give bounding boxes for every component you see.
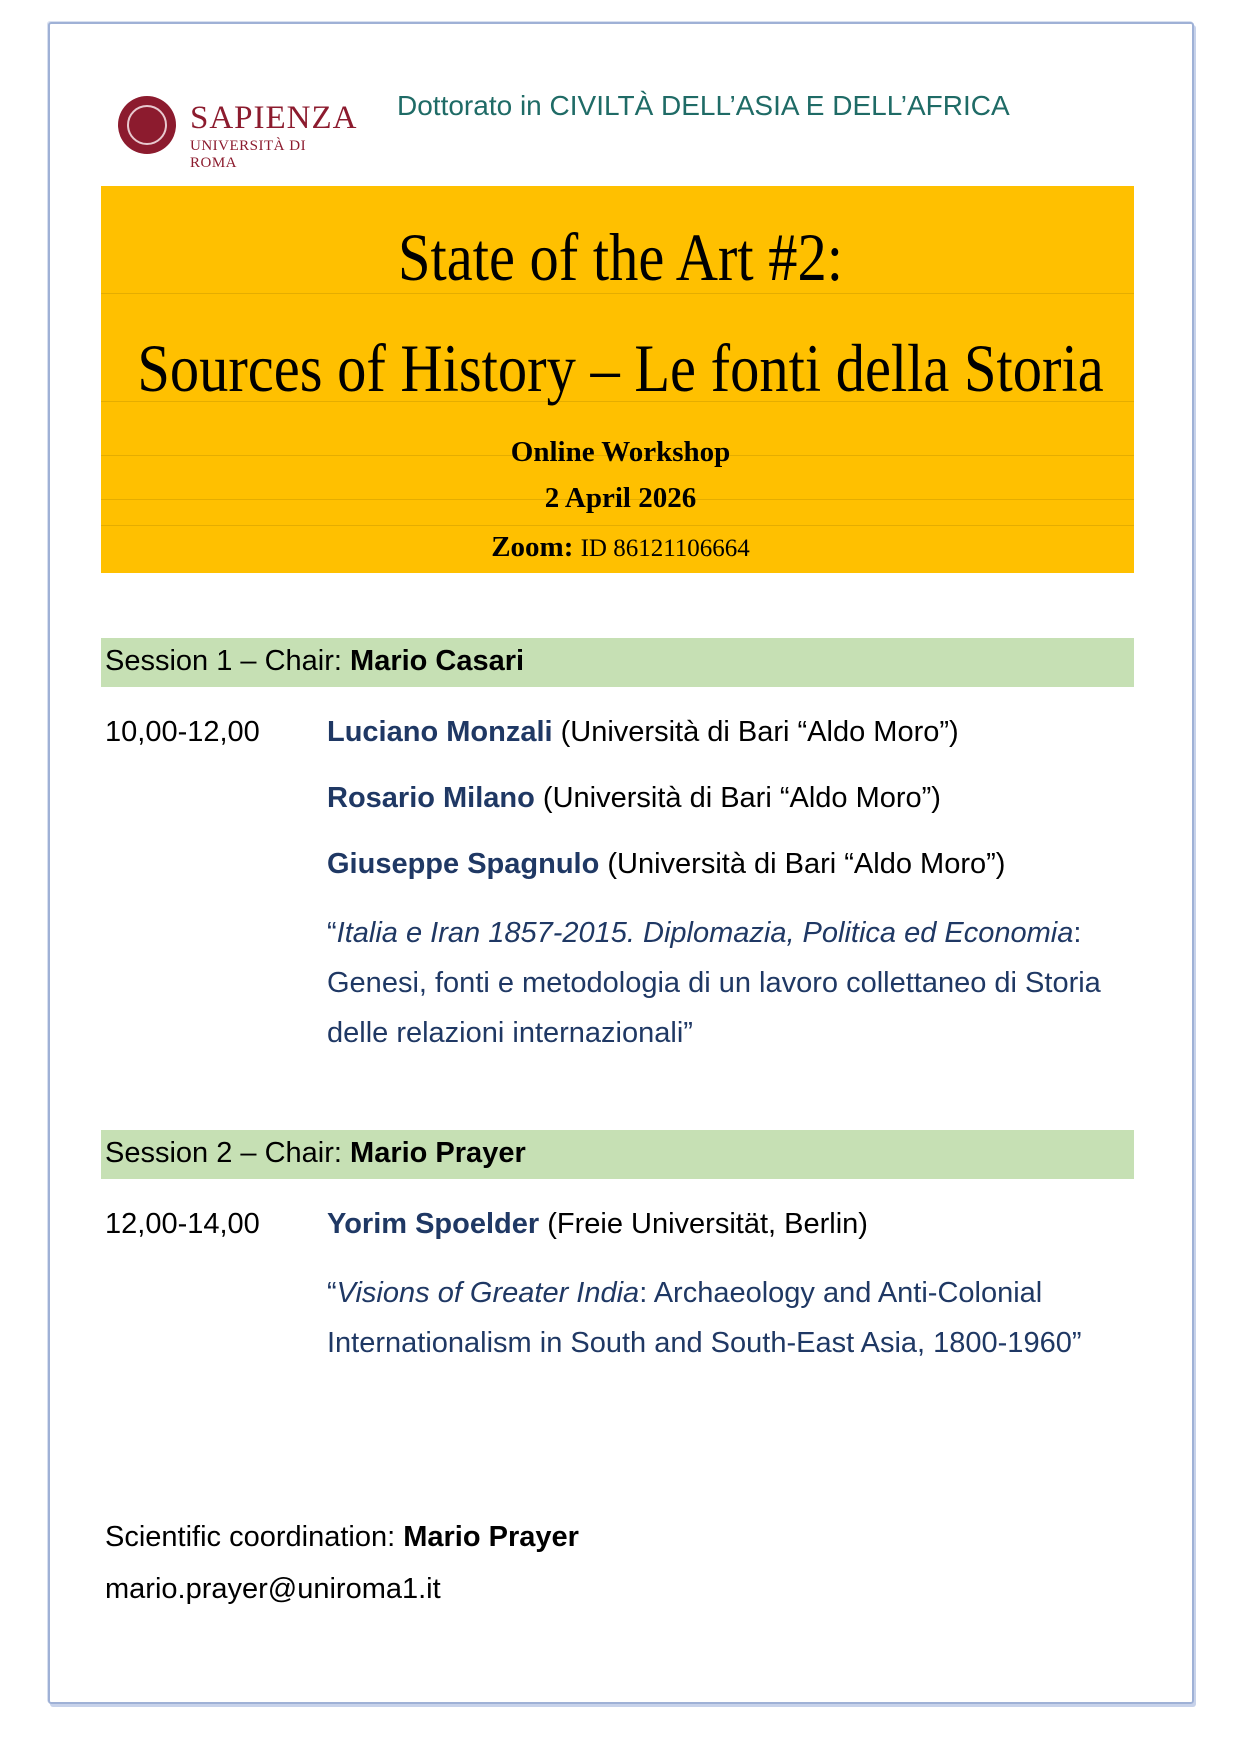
zoom-info (0, 531, 1241, 564)
university-seal-icon (118, 96, 176, 154)
session-label: Session 1 – Chair: (105, 645, 342, 677)
speaker (327, 782, 941, 815)
session-chair: Mario Prayer (350, 1137, 526, 1169)
title-line-1: State of the Art #2: (397, 219, 844, 295)
workshop-date: 2 April 2026 (544, 482, 697, 514)
workshop-type: Online Workshop (510, 436, 731, 468)
speaker (327, 848, 1005, 881)
talk-title-italic: Italia e Iran 1857-2015. Diplomazia, Politica ed Economia (336, 917, 1074, 949)
department-title: Dottorato in CIVILTÀ DELL’ASIA E DELL’AFRICA (397, 90, 1010, 121)
talk-title-italic: Visions of Greater India (336, 1277, 640, 1309)
speaker-affiliation: (Università di Bari “Aldo Moro”) (607, 848, 1006, 880)
session-1-time: 10,00-12,00 (105, 716, 260, 748)
speaker-affiliation: (Università di Bari “Aldo Moro”) (542, 782, 941, 814)
speaker-name: Rosario Milano (327, 782, 535, 814)
logo-subtitle: UNIVERSITÀ DI ROMA (190, 138, 307, 171)
coord-name: Mario Prayer (403, 1521, 579, 1553)
session-2-time: 12,00-14,00 (105, 1208, 260, 1240)
speaker-name: Giuseppe Spagnulo (327, 848, 600, 880)
title-line-2: Sources of History – Le fonti della Storia (137, 330, 1104, 406)
coord-label: Scientific coordination: (105, 1521, 396, 1553)
session-chair: Mario Casari (350, 645, 525, 677)
talk-title: “Visions of Greater India: Archaeology and Anti-Colonial Internationalism in South and South-East Asia, 1800-1960” (327, 1277, 1082, 1359)
contact-email[interactable]: mario.prayer@uniroma1.it (105, 1573, 441, 1605)
session-label: Session 2 – Chair: (105, 1137, 342, 1169)
speaker-affiliation: (Freie Universität, Berlin) (547, 1208, 868, 1240)
talk-title: “Italia e Iran 1857-2015. Diplomazia, Politica ed Economia: Genesi, fonti e metodologia di un lavoro collettaneo di Storia delle relazioni internazionali” (327, 917, 1101, 1049)
talk-title-rest: : Genesi, fonti e metodologia di un lavoro collettaneo di Storia delle relazioni internazionali” (327, 917, 1101, 1049)
sapienza-logo (118, 96, 358, 171)
speaker-name: Yorim Spoelder (327, 1208, 540, 1240)
scientific-coordination (105, 1521, 579, 1554)
speaker (327, 716, 959, 749)
logo-name: SAPIENZA (190, 100, 358, 136)
session-2-header (101, 1130, 1134, 1179)
zoom-label: Zoom: (491, 531, 574, 563)
speaker (327, 1208, 868, 1241)
session-1-header (101, 638, 1134, 687)
speaker-name: Luciano Monzali (327, 716, 553, 748)
speaker-affiliation: (Università di Bari “Aldo Moro”) (560, 716, 959, 748)
zoom-id[interactable]: ID 86121106664 (580, 535, 750, 562)
talk-title-rest: : Archaeology and Anti-Colonial Internationalism in South and South-East Asia, 1800-1960” (327, 1277, 1082, 1359)
